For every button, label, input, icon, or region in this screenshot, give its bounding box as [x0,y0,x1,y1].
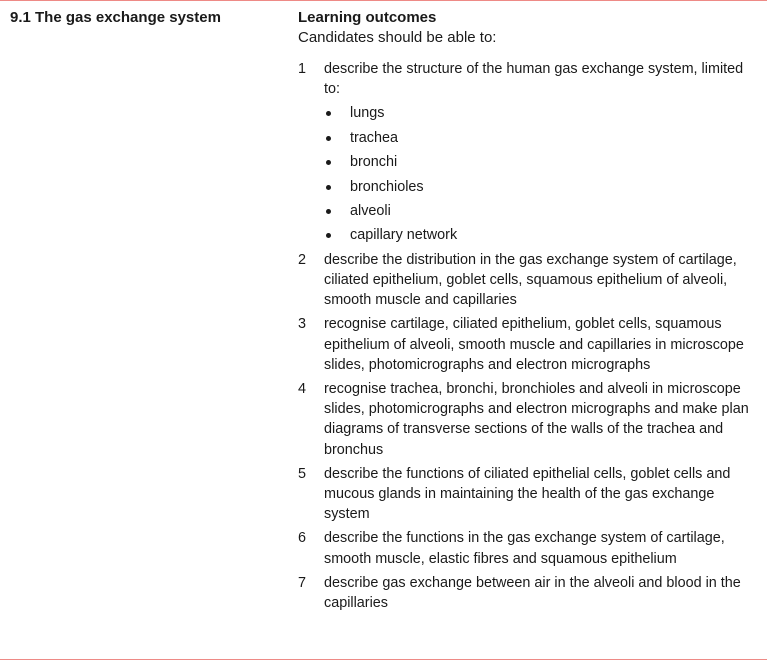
section-title: 9.1 The gas exchange system [10,9,221,26]
bullet-text: alveoli [350,202,391,219]
outcome-number: 6 [298,530,307,547]
outcome-number: 3 [298,316,307,333]
bullet-text: bronchi [350,154,398,171]
bullet-item [324,103,758,123]
outcome-item [298,573,758,613]
bullet-text: capillary network [350,227,458,244]
outcome-text: describe the functions of ciliated epithelial cells, goblet cells and mucous glands in maintaining the health of the gas exchange system [324,465,731,523]
bullet-dot-icon [326,209,331,214]
bullet-text: bronchioles [350,178,424,195]
outcome-text: recognise trachea, bronchi, bronchioles and alveoli in microscope slides, photomicrographs and electron micrographs and make plan diagrams of transverse sections of the walls of the trachea and bronchus [324,380,749,458]
outcome-number: 1 [298,61,307,77]
outcome-number: 5 [298,465,307,482]
outcome-text: describe gas exchange between air in the alveoli and blood in the capillaries [324,574,741,611]
top-divider [0,0,767,1]
outcome-text: describe the functions in the gas exchange system of cartilage, smooth muscle, elastic fibres and squamous epithelium [324,530,725,567]
bullet-dot-icon [326,160,331,165]
bullet-text: lungs [350,105,385,122]
structure-bullet-list [324,103,758,245]
outcome-number: 7 [298,574,307,591]
outcome-item [298,379,758,460]
bullet-item [324,177,758,197]
bottom-divider [0,659,767,660]
learning-outcomes-intro: Candidates should be able to: [298,29,497,46]
outcome-text: describe the structure of the human gas exchange system, limited to: [324,61,744,98]
learning-outcomes-heading: Learning outcomes [298,9,437,26]
outcome-item [298,314,758,375]
outcome-number: 2 [298,251,307,268]
outcome-item [298,59,758,245]
learning-outcomes-column [298,8,758,617]
outcome-text: recognise cartilage, ciliated epithelium, goblet cells, squamous epithelium of alveoli, smooth muscle and capillaries in microscope slides, photomicrographs and electron micrographs [324,316,744,373]
bullet-dot-icon [326,233,331,238]
outcomes-list [298,59,758,613]
bullet-item [324,201,758,221]
bullet-item [324,225,758,245]
bullet-item [324,152,758,172]
outcome-item [298,464,758,525]
bullet-item [324,128,758,148]
bullet-dot-icon [326,136,331,141]
outcome-number: 4 [298,380,307,397]
bullet-dot-icon [326,111,331,116]
outcome-item [298,528,758,568]
bullet-dot-icon [326,185,331,190]
outcome-item [298,250,758,311]
outcome-text: describe the distribution in the gas exchange system of cartilage, ciliated epithelium, goblet cells, squamous epithelium of alveoli, smooth muscle and capillaries [324,251,737,309]
bullet-text: trachea [350,129,398,146]
